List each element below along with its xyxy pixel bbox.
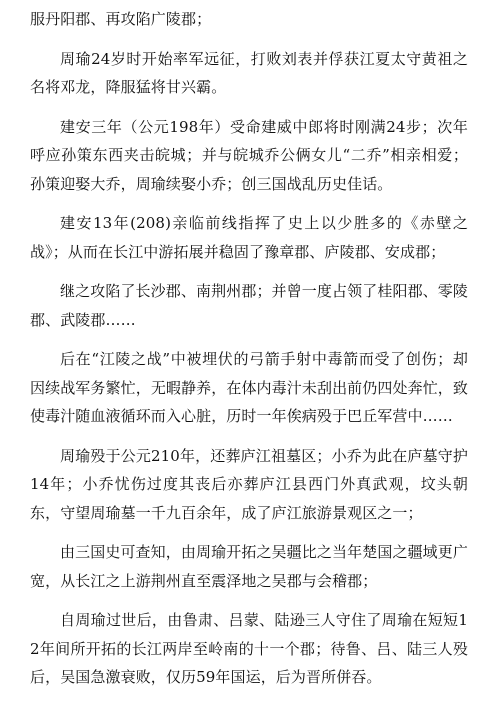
paragraph-8: 由三国史可查知，由周瑜开拓之吴疆比之当年楚国之疆域更广宽，从长江之上游荆州直至震泽地之吴郡与会稽郡； bbox=[30, 543, 468, 590]
paragraph-5: 继之攻陷了长沙郡、南荆州郡；并曾一度占领了桂阳郡、零陵郡、武陵郡…… bbox=[30, 282, 468, 329]
paragraph-2: 周瑜24岁时开始率军远征，打败刘表并俘获江夏太守黄祖之名将邓龙，降服猛将甘兴霸。 bbox=[30, 49, 468, 96]
paragraph-9: 自周瑜过世后，由鲁肃、吕蒙、陆逊三人守住了周瑜在短短12年间所开拓的长江两岸至岭南的十一个郡；待鲁、吕、陆三人殁后，吴国急激衰败，仅历59年国运，后为晋所併吞。 bbox=[30, 611, 468, 686]
paragraph-3: 建安三年（公元198年）受命建威中郎将时刚满24步；次年呼应孙策东西夹击皖城；并与皖城乔公俩女儿“二乔”相亲相爱；孙策迎娶大乔，周瑜续娶小乔；创三国战乱历史佳话。 bbox=[30, 117, 468, 193]
paragraph-1: 服丹阳郡、再攻陷广陵郡； bbox=[30, 10, 212, 28]
paragraph-7: 周瑜殁于公元210年，还葬庐江祖墓区；小乔为此在庐墓守护14年；小乔忧伤过度其丧后亦葬庐江县西门外真武观，坟头朝东，守望周瑜墓一千九百余年，成了庐江旅游景观区之一； bbox=[30, 446, 468, 522]
paragraph-6: 后在“江陵之战”中被埋伏的弓箭手射中毒箭而受了创伤；却因续战军务繁忙，无暇静养，在体内毒汁未刮出前仍四处奔忙，致使毒汁随血液循环而入心脏，历时一年俟病殁于巴丘军营中…… bbox=[30, 350, 468, 425]
paragraph-4: 建安13年(208)亲临前线指挥了史上以少胜多的《赤壁之战》；从而在长江中游拓展并稳固了豫章郡、庐陵郡、安成郡； bbox=[30, 214, 468, 261]
